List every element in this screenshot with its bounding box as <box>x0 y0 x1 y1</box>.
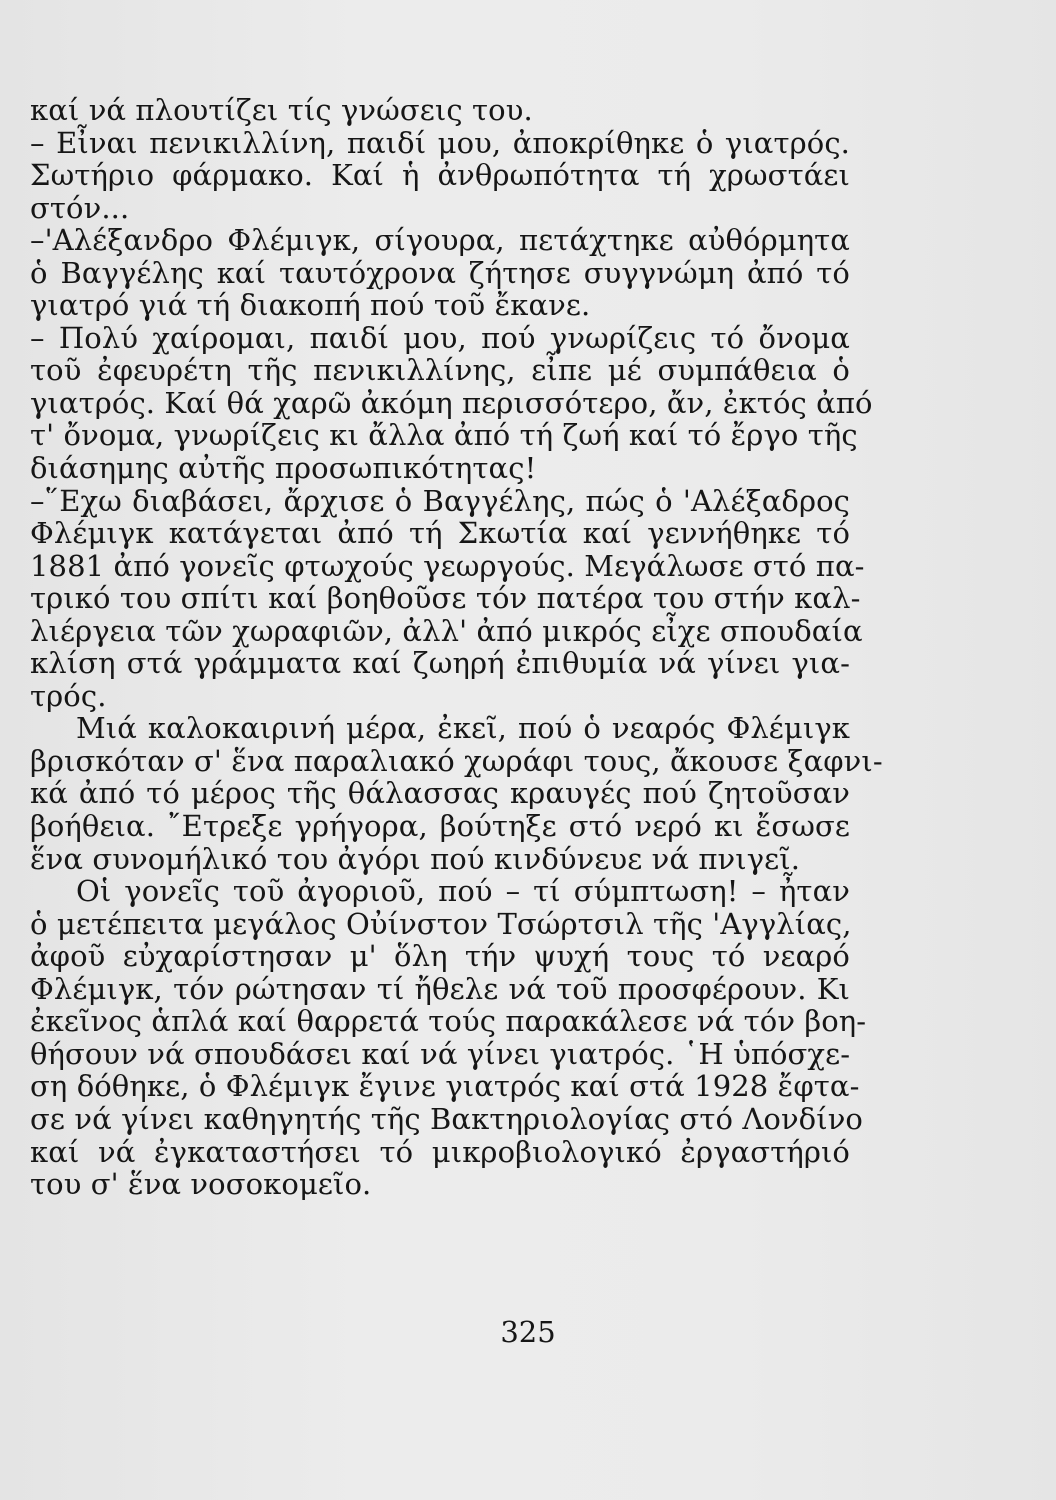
text-line: τ' ὄνομα, γνωρίζεις κι ἄλλα ἀπό τή ζωή καί τό ἔργο τῆς <box>30 418 858 453</box>
text-line: βοήθεια. ῎Ετρεξε γρήγορα, βούτηξε στό νερό κι ἔσωσε <box>30 809 850 844</box>
text-line: σε νά γίνει καθηγητής τῆς Βακτηριολογίας στό Λονδίνο <box>30 1101 863 1136</box>
text-line: γιατρό γιά τή διακοπή πού τοῦ ἔκανε. <box>30 288 591 323</box>
text-line: βρισκόταν σ' ἕνα παραλιακό χωράφι τους, ἄκουσε ξαφνι- <box>30 743 883 778</box>
text-line: καί νά πλουτίζει τίς γνώσεις του. <box>30 93 533 127</box>
text-line: ση δόθηκε, ὁ Φλέμιγκ ἔγινε γιατρός καί στά 1928 ἔφτα- <box>30 1069 860 1104</box>
text-line: – Εἶναι πενικιλλίνη, παιδί μου, ἀποκρίθηκε ὁ γιατρός. <box>30 125 850 160</box>
text-line: Μιά καλοκαιρινή μέρα, ἐκεῖ, πού ὁ νεαρός Φλέμιγκ <box>76 711 850 746</box>
text-line: –'Αλέξανδρο Φλέμιγκ, σίγουρα, πετάχτηκε αὐθόρμητα <box>30 223 850 258</box>
text-line: – Πολύ χαίρομαι, παιδί μου, πού γνωρίζεις τό ὄνομα <box>30 320 850 355</box>
text-line: στόν... <box>30 190 130 225</box>
text-line: ἀφοῦ εὐχαρίστησαν μ' ὅλη τήν ψυχή τους τό νεαρό <box>30 939 850 974</box>
text-line: τρικό του σπίτι καί βοηθοῦσε τόν πατέρα του στήν καλ- <box>30 581 861 616</box>
text-line: θήσουν νά σπουδάσει καί νά γίνει γιατρός. ῾Η ὑπόσχε- <box>30 1036 851 1071</box>
text-line: Φλέμιγκ κατάγεται ἀπό τή Σκωτία καί γεννήθηκε τό <box>30 516 850 551</box>
page-number: 325 <box>500 1315 556 1349</box>
text-line: 1881 ἀπό γονεῖς φτωχούς γεωργούς. Μεγάλωσε στό πα- <box>30 548 865 583</box>
text-line: γιατρός. Καί θά χαρῶ ἀκόμη περισσότερο, ἄν, ἐκτός ἀπό <box>30 385 873 420</box>
text-line: τρός. <box>30 678 107 713</box>
text-line: ὁ μετέπειτα μεγάλος Οὐίνστον Τσώρτσιλ τῆς 'Αγγλίας, <box>30 906 852 941</box>
text-line: Φλέμιγκ, τόν ρώτησαν τί ἤθελε νά τοῦ προσφέρουν. Κι <box>30 971 850 1006</box>
text-line: Σωτήριο φάρμακο. Καί ἡ ἀνθρωπότητα τή χρωστάει <box>30 158 850 193</box>
text-line: του σ' ἕνα νοσοκομεῖο. <box>30 1167 372 1202</box>
text-line: ἕνα συνομήλικό του ἀγόρι πού κινδύνευε νά πνιγεῖ. <box>30 841 801 876</box>
text-line: κλίση στά γράμματα καί ζωηρή ἐπιθυμία νά γίνει για- <box>30 646 850 681</box>
text-line: ὁ Βαγγέλης καί ταυτόχρονα ζήτησε συγγνώμη ἀπό τό <box>30 255 850 290</box>
body-text <box>30 93 883 1202</box>
text-line: τοῦ ἐφευρέτη τῆς πενικιλλίνης, εἶπε μέ συμπάθεια ὁ <box>30 353 850 388</box>
text-line: διάσημης αὐτῆς προσωπικότητας! <box>30 451 537 486</box>
text-line: ἐκεῖνος ἁπλά καί θαρρετά τούς παρακάλεσε νά τόν βοη- <box>30 1004 867 1039</box>
text-line: –῞Εχω διαβάσει, ἄρχισε ὁ Βαγγέλης, πώς ὁ 'Αλέξαδρος <box>30 483 850 518</box>
text-line: λιέργεια τῶν χωραφιῶν, ἀλλ' ἀπό μικρός εἶχε σπουδαία <box>30 613 863 648</box>
text-line: Οἱ γονεῖς τοῦ ἀγοριοῦ, πού – τί σύμπτωση! – ἦταν <box>76 874 850 909</box>
text-line: καί νά ἐγκαταστήσει τό μικροβιολογικό ἐργαστήριό <box>30 1134 850 1169</box>
text-line: κά ἀπό τό μέρος τῆς θάλασσας κραυγές πού ζητοῦσαν <box>30 776 850 811</box>
